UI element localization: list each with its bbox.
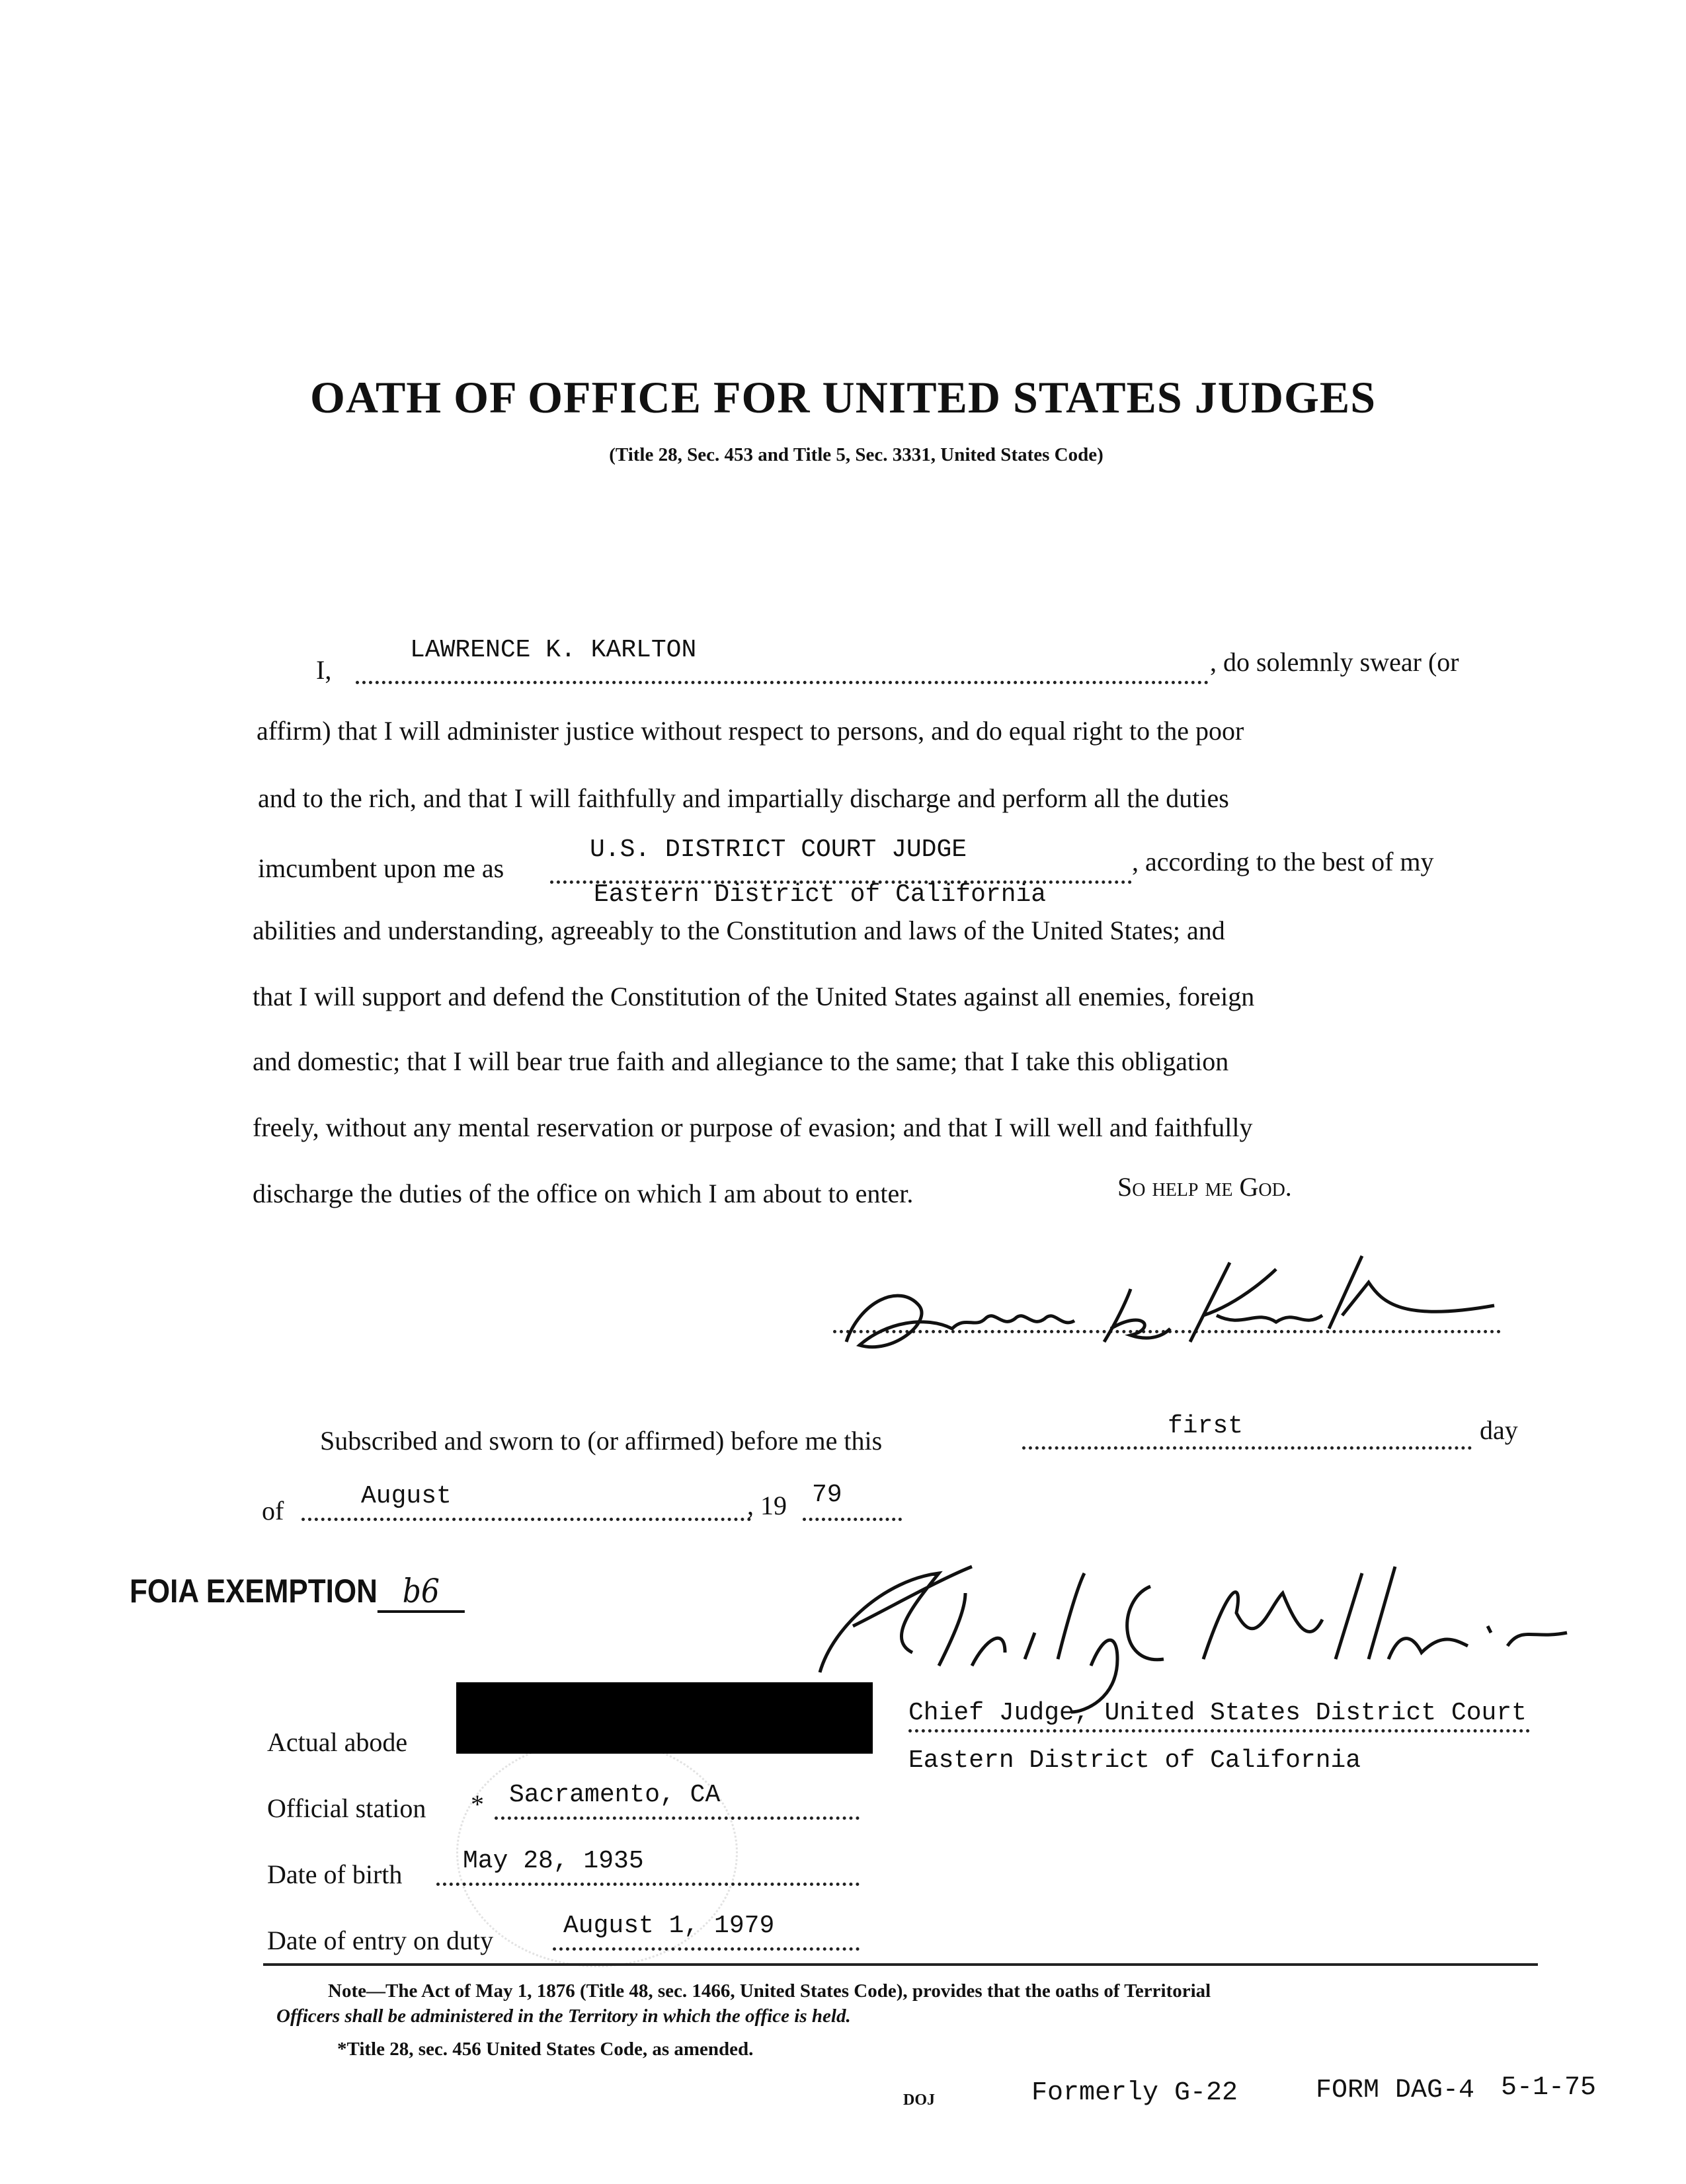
oath-district: Eastern District of California <box>594 880 1047 909</box>
oath-name: LAWRENCE K. KARLTON <box>410 636 697 664</box>
document-subtitle: (Title 28, Sec. 453 and Title 5, Sec. 3331, United States Code) <box>609 444 1104 465</box>
notes-separator <box>263 1963 1538 1966</box>
chief-judge-title-line1: Chief Judge, United States District Court <box>908 1699 1527 1727</box>
oath-closing: So help me God. <box>1117 1172 1292 1202</box>
entry-dotted-line <box>553 1947 860 1951</box>
oath-line2: affirm) that I will administer justice without respect to persons, and do equal right to the poor <box>257 716 1244 746</box>
form-formerly: Formerly G-22 <box>1031 2078 1238 2108</box>
subscribed-year: 79 <box>812 1481 842 1509</box>
oath-line6: that I will support and defend the Constitution of the United States against all enemies, foreign <box>253 982 1255 1011</box>
subscribed-of: of <box>262 1496 284 1526</box>
day-dotted-line <box>1022 1446 1472 1450</box>
birth-value: May 28, 1935 <box>463 1847 644 1875</box>
foia-exemption-label <box>130 1572 465 1613</box>
note-line1: Note—The Act of May 1, 1876 (Title 48, sec. 1466, United States Code), provides that the oaths of Territorial <box>328 1980 1211 2002</box>
form-number: FORM DAG-4 <box>1316 2076 1475 2105</box>
redaction-box <box>456 1682 873 1754</box>
form-date: 5-1-75 <box>1501 2073 1597 2103</box>
footnote: *Title 28, sec. 456 United States Code, as amended. <box>337 2039 754 2060</box>
chief-judge-title-line2: Eastern District of California <box>908 1746 1361 1775</box>
foia-label: FOIA EXEMPTION <box>130 1573 378 1610</box>
birth-label: Date of birth <box>267 1859 403 1889</box>
oath-line1-end: , do solemnly swear (or <box>1210 647 1459 677</box>
subscribed-day-suffix: day <box>1480 1415 1518 1445</box>
station-label: Official station <box>267 1793 426 1823</box>
chief-judge-dotted-line <box>908 1729 1530 1733</box>
agency-mark: DOJ <box>903 2091 935 2109</box>
station-marker: * <box>471 1789 484 1819</box>
station-value: Sacramento, CA <box>509 1781 721 1809</box>
subscribed-year-prefix: , 19 <box>747 1491 787 1520</box>
year-dotted-line <box>803 1518 902 1521</box>
station-dotted-line <box>495 1816 860 1820</box>
chief-judge-signature <box>807 1527 1600 1725</box>
subscribed-text: Subscribed and sworn to (or affirmed) before me this <box>320 1426 883 1456</box>
oath-pronoun: I, <box>316 655 332 685</box>
month-dotted-line <box>301 1518 751 1521</box>
entry-value: August 1, 1979 <box>563 1912 775 1940</box>
foia-code: b6 <box>378 1572 465 1613</box>
oath-line8: freely, without any mental reservation or purpose of evasion; and that I will well and faithfully <box>253 1112 1253 1142</box>
note-line2: Officers shall be administered in the Territory in which the office is held. <box>276 2006 851 2027</box>
abode-label: Actual abode <box>267 1727 408 1757</box>
oath-line9: discharge the duties of the office on which I am about to enter. <box>253 1179 914 1208</box>
document-title: OATH OF OFFICE FOR UNITED STATES JUDGES <box>309 372 1377 422</box>
subscribed-month: August <box>361 1482 452 1510</box>
oath-line7: and domestic; that I will bear true faith and allegiance to the same; that I take this obligation <box>253 1046 1229 1076</box>
oath-line4-start: imcumbent upon me as <box>258 853 504 883</box>
birth-dotted-line <box>436 1883 860 1886</box>
oath-line5: abilities and understanding, agreeably to the Constitution and laws of the United States; and <box>253 916 1225 945</box>
oath-line3: and to the rich, and that I will faithfully and impartially discharge and perform all the duties <box>258 783 1229 813</box>
judge-signature <box>820 1243 1507 1375</box>
oath-position: U.S. DISTRICT COURT JUDGE <box>590 836 967 864</box>
oath-line4-end: , according to the best of my <box>1132 847 1434 877</box>
name-dotted-line <box>356 681 1209 684</box>
entry-label: Date of entry on duty <box>267 1926 494 1955</box>
subscribed-day: first <box>1168 1412 1244 1440</box>
